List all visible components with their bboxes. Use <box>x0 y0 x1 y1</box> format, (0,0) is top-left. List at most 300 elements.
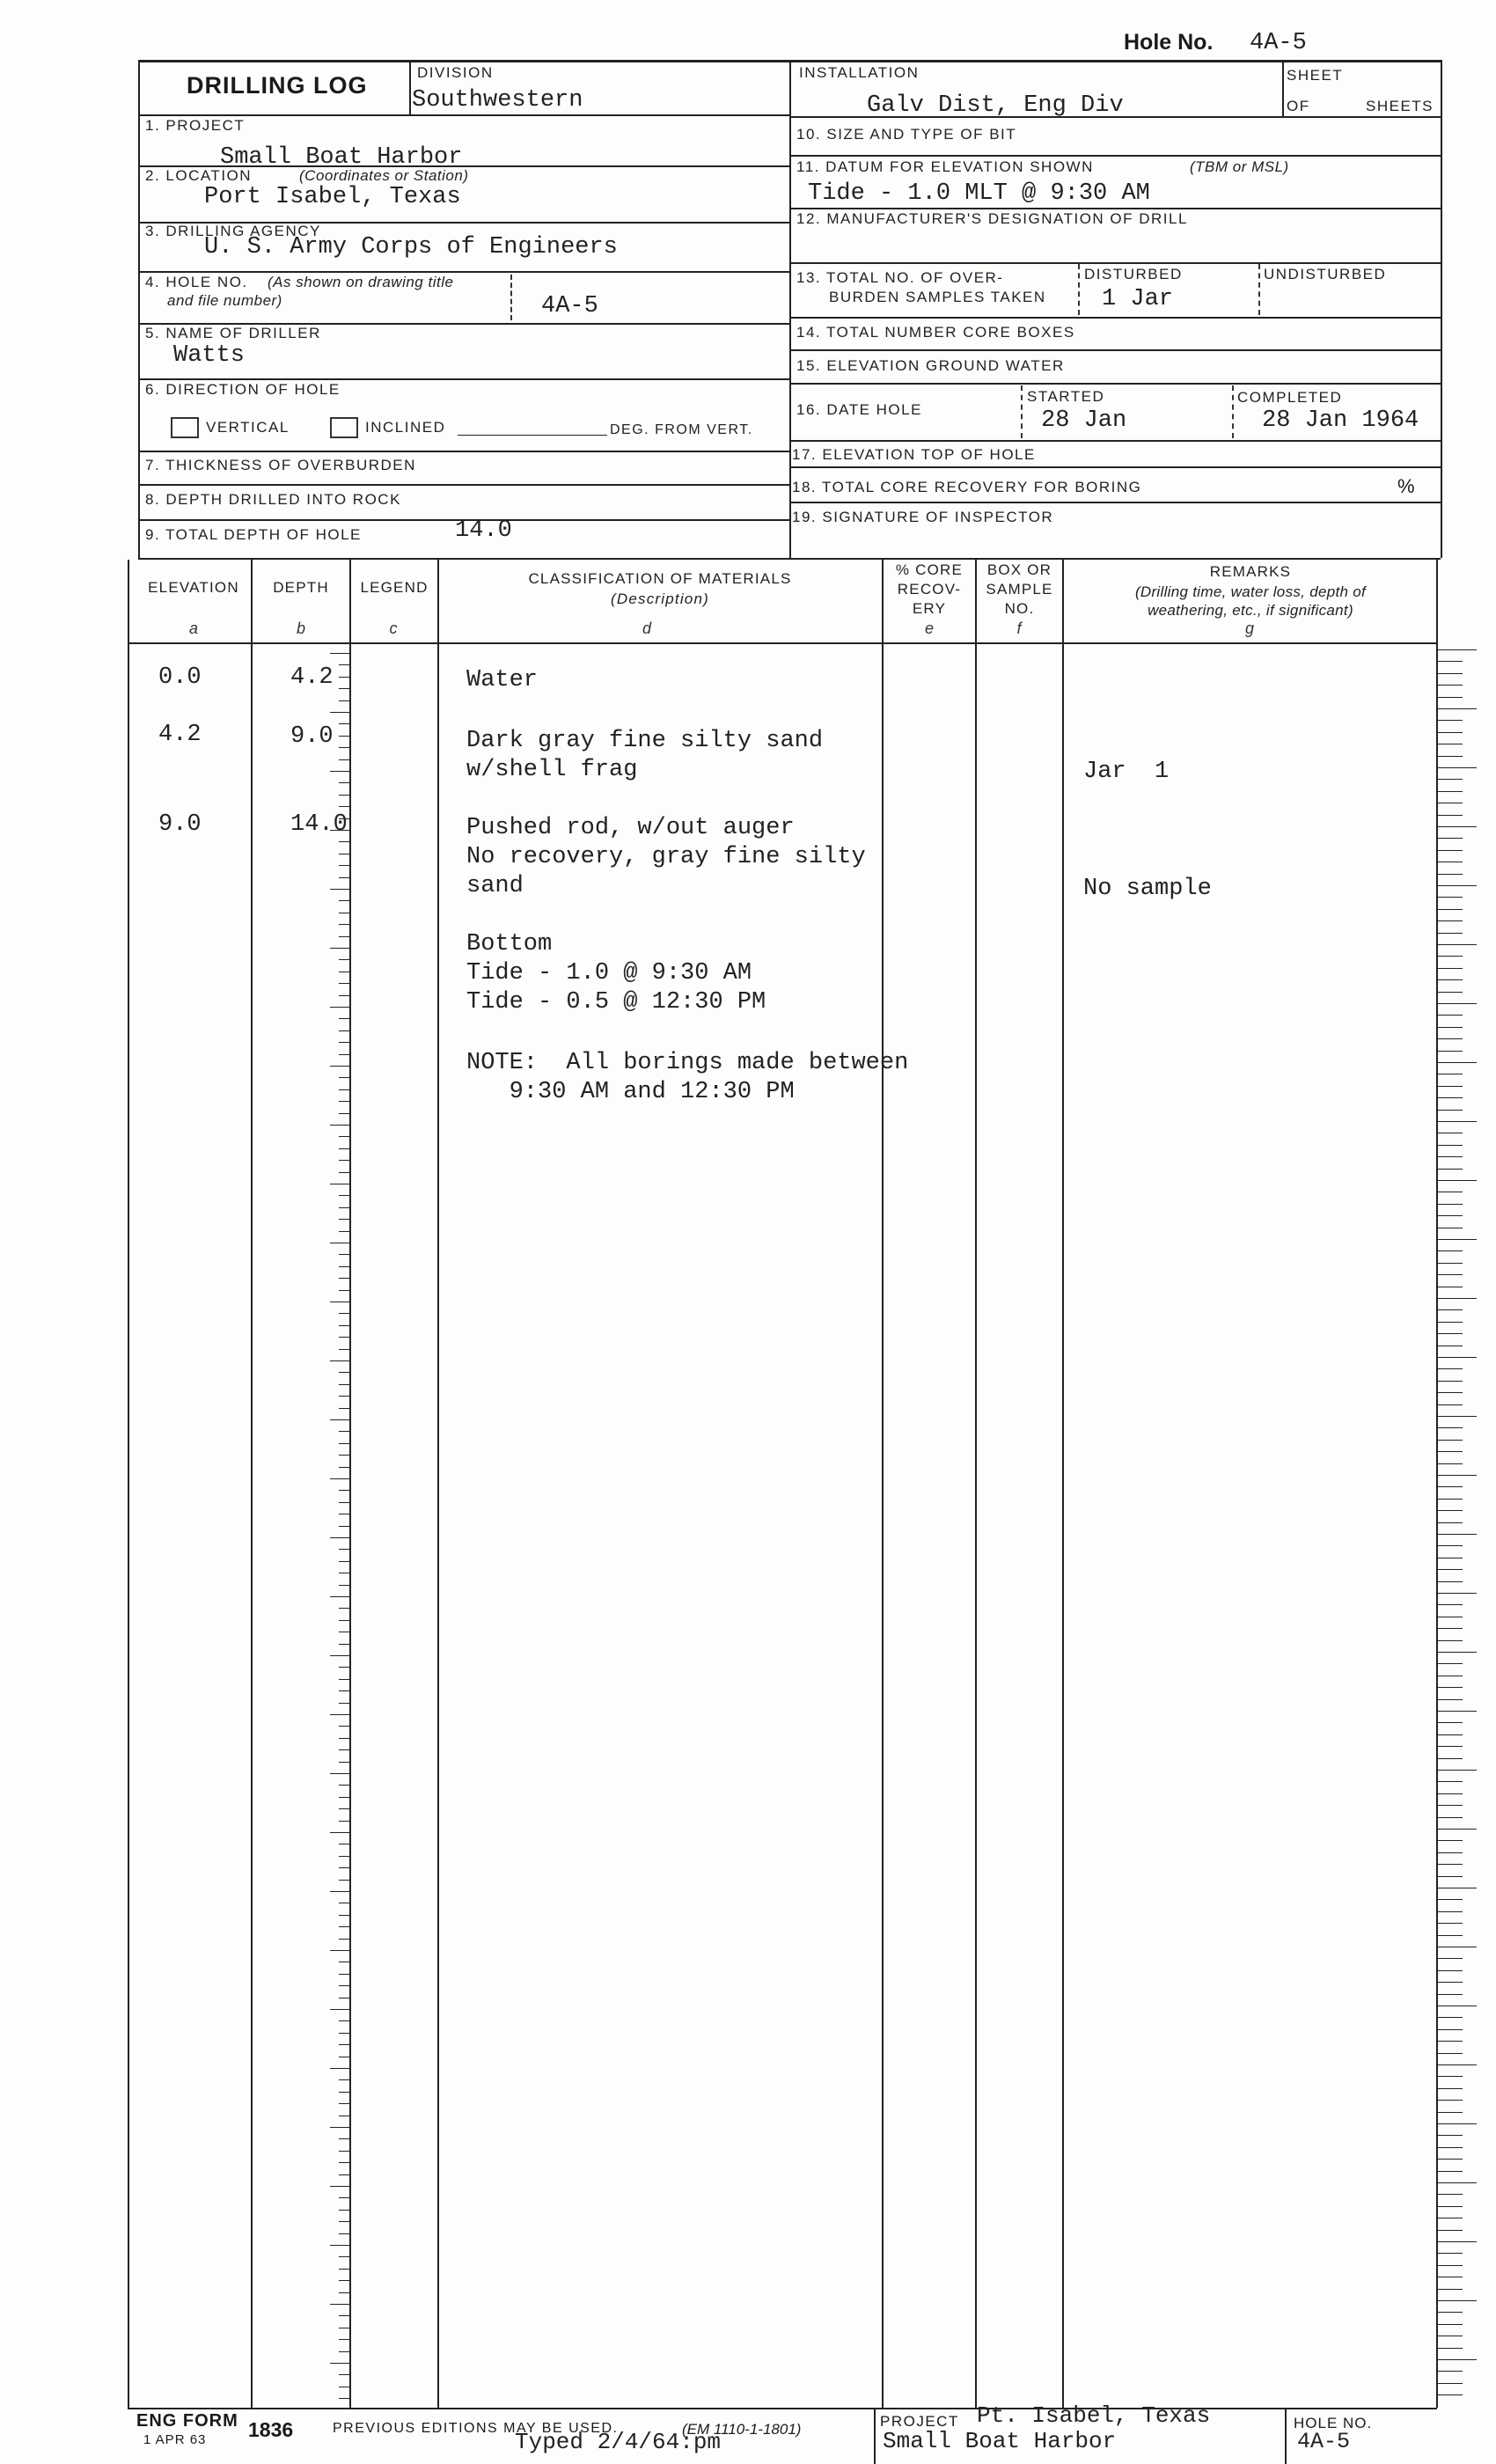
depth-tick <box>339 1160 349 1161</box>
depth-tick <box>330 1891 349 1892</box>
sub-f: f <box>1016 620 1022 637</box>
footer-hole-no-value: 4A-5 <box>1297 2429 1351 2454</box>
ground-water-label: 15. ELEVATION GROUND WATER <box>796 357 1065 374</box>
edge-tick <box>1438 1440 1463 1441</box>
depth-tick <box>339 1266 349 1267</box>
depth-tick <box>330 2245 349 2246</box>
form-number: 1836 <box>248 2418 294 2441</box>
col-line-depth <box>349 558 351 2408</box>
edge-tick <box>1438 933 1463 934</box>
edge-tick <box>1438 1711 1477 1712</box>
depth-tick <box>339 1408 349 1409</box>
depth-tick <box>330 653 349 654</box>
edge-tick <box>1438 1097 1463 1098</box>
depth-tick <box>339 1856 349 1857</box>
edge-tick <box>1438 1758 1463 1759</box>
edge-tick <box>1438 1451 1463 1452</box>
depth-tick <box>330 1655 349 1656</box>
depth-tick <box>339 1679 349 1680</box>
depth-tick <box>339 1018 349 1019</box>
edge-tick <box>1438 720 1463 721</box>
division-value: Southwestern <box>412 87 583 114</box>
agency-value: U. S. Army Corps of Engineers <box>204 234 618 260</box>
depth-tick <box>339 865 349 866</box>
edge-tick <box>1438 1699 1463 1700</box>
depth-tick <box>330 889 349 890</box>
percent-sign: % <box>1397 475 1415 497</box>
depth-tick <box>339 1101 349 1102</box>
edge-tick <box>1438 2253 1463 2254</box>
edge-tick <box>1438 1204 1463 1205</box>
edge-tick <box>1438 1499 1463 1500</box>
edge-tick <box>1438 1145 1463 1146</box>
edge-tick <box>1438 992 1463 993</box>
form-title: DRILLING LOG <box>187 72 368 99</box>
vertical-label: VERTICAL <box>206 419 290 436</box>
edge-tick <box>1438 1298 1477 1299</box>
row3-description: Pushed rod, w/out auger No recovery, gray fine silty sand <box>466 815 866 899</box>
depth-tick <box>339 1231 349 1232</box>
depth-tick <box>339 1195 349 1196</box>
manufacturer-label: 12. MANUFACTURER'S DESIGNATION OF DRILL <box>796 210 1188 227</box>
form-date: 1 APR 63 <box>143 2432 207 2447</box>
depth-tick <box>330 1596 349 1597</box>
depth-tick <box>339 1738 349 1739</box>
depth-tick <box>330 1066 349 1067</box>
edge-tick <box>1438 2194 1463 2195</box>
location-value: Port Isabel, Texas <box>204 184 461 210</box>
edge-tick <box>1438 897 1463 898</box>
edge-tick <box>1438 1793 1463 1794</box>
edge-tick <box>1438 1994 1463 1995</box>
sub-d: d <box>642 620 651 637</box>
depth-tick <box>339 1325 349 1326</box>
depth-tick <box>339 936 349 937</box>
depth-tick <box>339 1974 349 1975</box>
edge-tick <box>1438 1569 1463 1570</box>
edge-tick <box>1438 1003 1477 1004</box>
edge-tick <box>1438 2017 1463 2018</box>
col-classification-sub: (Description) <box>611 590 709 607</box>
edge-tick <box>1438 874 1463 875</box>
previous-editions: PREVIOUS EDITIONS MAY BE USED. <box>333 2421 619 2436</box>
depth-tick <box>339 1113 349 1114</box>
edge-tick <box>1438 1392 1463 1393</box>
depth-tick <box>330 1950 349 1951</box>
edge-tick <box>1438 1121 1477 1122</box>
edge-tick <box>1438 1333 1463 1334</box>
depth-tick <box>339 2151 349 2152</box>
depth-tick <box>339 2079 349 2080</box>
edge-tick <box>1438 1770 1477 1771</box>
edge-tick <box>1438 1309 1463 1310</box>
depth-tick <box>339 1703 349 1704</box>
divider-middle <box>789 60 791 558</box>
depth-tick <box>339 1148 349 1149</box>
edge-tick <box>1438 920 1463 921</box>
depth-tick <box>339 1985 349 1986</box>
edge-tick <box>1438 2371 1463 2372</box>
depth-tick <box>330 712 349 713</box>
em-ref: (EM 1110-1-1801) <box>682 2421 802 2438</box>
total-depth-label: 9. TOTAL DEPTH OF HOLE <box>145 526 362 543</box>
edge-tick <box>1438 1970 1463 1971</box>
depth-tick <box>339 2221 349 2222</box>
depth-tick <box>339 1762 349 1763</box>
edge-tick <box>1438 1038 1463 1039</box>
depth-tick <box>339 1313 349 1314</box>
bottom-note: Bottom Tide - 1.0 @ 9:30 AM Tide - 0.5 @ 12:30 PM <box>466 931 766 1016</box>
depth-tick <box>339 1443 349 1444</box>
depth-tick <box>339 1290 349 1291</box>
depth-tick <box>339 1926 349 1927</box>
edge-tick <box>1438 661 1463 662</box>
depth-tick <box>339 841 349 842</box>
col-line-description <box>882 558 884 2408</box>
row3-remarks: No sample <box>1083 876 1212 902</box>
edge-tick <box>1438 1427 1463 1428</box>
edge-tick <box>1438 1062 1477 1063</box>
edge-tick <box>1438 1522 1463 1523</box>
depth-tick <box>339 723 349 724</box>
edge-tick <box>1438 1027 1463 1028</box>
depth-tick <box>339 900 349 901</box>
depth-tick <box>339 2398 349 2399</box>
depth-tick <box>339 1384 349 1385</box>
edge-tick <box>1438 2206 1463 2207</box>
edge-tick <box>1438 850 1463 851</box>
col-core-1: % CORE <box>895 561 964 578</box>
edge-tick <box>1438 1156 1463 1157</box>
depth-tick <box>339 1608 349 1609</box>
depth-tick <box>339 1349 349 1350</box>
depth-tick <box>339 1042 349 1043</box>
edge-tick <box>1438 1475 1477 1476</box>
depth-tick <box>339 677 349 678</box>
footer-project-line1: Pt. Isabel, Texas <box>977 2402 1211 2429</box>
driller-label: 5. NAME OF DRILLER <box>145 325 321 341</box>
sub-a: a <box>188 620 198 637</box>
depth-tick <box>330 1537 349 1538</box>
depth-tick <box>339 2044 349 2045</box>
typed-note: Typed 2/4/64:pm <box>515 2429 722 2455</box>
general-note: NOTE: All borings made between 9:30 AM and 12:30 PM <box>466 1050 909 1105</box>
depth-tick <box>339 806 349 807</box>
depth-rock-label: 8. DEPTH DRILLED INTO ROCK <box>145 491 401 508</box>
edge-tick <box>1438 2383 1463 2384</box>
edge-tick <box>1438 1628 1463 1629</box>
sheets-label: SHEETS <box>1366 98 1434 114</box>
col-elevation: ELEVATION <box>148 579 239 596</box>
edge-tick <box>1438 649 1477 650</box>
depth-tick <box>339 1219 349 1220</box>
footer-project-line2: Small Boat Harbor <box>883 2428 1117 2454</box>
samples-label-1: 13. TOTAL NO. OF OVER- <box>796 269 1004 286</box>
depth-tick <box>339 1337 349 1338</box>
depth-tick <box>339 1431 349 1432</box>
depth-tick <box>339 1030 349 1031</box>
hole-no-note2: and file number) <box>167 292 282 309</box>
depth-tick <box>339 1136 349 1137</box>
edge-tick <box>1438 1486 1463 1487</box>
edge-tick <box>1438 1534 1477 1535</box>
depth-tick <box>339 1644 349 1645</box>
edge-tick <box>1438 1086 1463 1087</box>
edge-tick <box>1438 1982 1463 1983</box>
edge-tick <box>1438 1852 1463 1853</box>
depth-tick <box>339 1396 349 1397</box>
col-remarks-sub2: weathering, etc., if significant) <box>1148 602 1353 619</box>
depth-tick <box>339 1808 349 1809</box>
edge-tick <box>1438 2289 1463 2290</box>
frame-right <box>1441 60 1442 558</box>
edge-tick <box>1438 2053 1463 2054</box>
edge-tick <box>1438 2029 1463 2030</box>
col-line-core <box>975 558 977 2408</box>
started-value: 28 Jan <box>1041 407 1127 434</box>
direction-label: 6. DIRECTION OF HOLE <box>145 381 341 398</box>
top-hole-no-value: 4A-5 <box>1250 30 1307 56</box>
divider-installation-sheet <box>1282 60 1284 116</box>
depth-tick <box>330 2363 349 2364</box>
depth-tick <box>339 2256 349 2257</box>
inclined-checkbox[interactable] <box>330 417 358 438</box>
depth-tick <box>339 1561 349 1562</box>
depth-tick <box>339 1278 349 1279</box>
edge-tick <box>1438 826 1477 827</box>
depth-tick <box>339 1526 349 1527</box>
project-label: 1. PROJECT <box>145 117 246 134</box>
depth-tick <box>339 1939 349 1940</box>
depth-tick <box>339 1915 349 1916</box>
depth-tick <box>339 1549 349 1550</box>
depth-tick <box>339 1172 349 1173</box>
depth-tick <box>339 2315 349 2316</box>
depth-tick <box>339 1254 349 1255</box>
edge-tick <box>1438 1829 1477 1830</box>
edge-tick <box>1438 1416 1477 1417</box>
edge-tick <box>1438 2076 1463 2077</box>
depth-tick <box>339 2103 349 2104</box>
depth-tick <box>339 2374 349 2375</box>
depth-tick <box>330 1714 349 1715</box>
depth-tick <box>330 2009 349 2010</box>
depth-tick <box>339 2197 349 2198</box>
row2-elevation: 4.2 <box>158 722 202 748</box>
edge-tick <box>1438 1840 1463 1841</box>
edge-tick <box>1438 1250 1463 1251</box>
depth-tick <box>339 1502 349 1503</box>
depth-tick <box>339 1797 349 1798</box>
depth-tick <box>339 2162 349 2163</box>
row1-description: Water <box>466 667 539 693</box>
depth-tick <box>339 1667 349 1668</box>
depth-tick <box>339 1490 349 1491</box>
edge-tick <box>1438 1604 1463 1605</box>
depth-tick <box>339 1372 349 1373</box>
of-label: OF <box>1287 98 1310 114</box>
samples-label-2: BURDEN SAMPLES TAKEN <box>829 289 1046 305</box>
edge-tick <box>1438 956 1463 957</box>
completed-value: 28 Jan 1964 <box>1262 407 1419 434</box>
frame-left-lower <box>128 560 129 2408</box>
edge-tick <box>1438 767 1477 768</box>
col-remarks: REMARKS <box>1209 563 1292 580</box>
datum-note: (TBM or MSL) <box>1190 158 1289 175</box>
row3-depth: 14.0 <box>290 811 348 838</box>
footer-project-label: PROJECT <box>880 2413 959 2430</box>
location-label: 2. LOCATION <box>145 167 253 184</box>
depth-tick <box>339 2020 349 2021</box>
edge-tick <box>1438 2112 1463 2113</box>
edge-tick <box>1438 2312 1463 2313</box>
depth-tick <box>330 1773 349 1774</box>
depth-tick <box>339 1880 349 1881</box>
disturbed-label: DISTURBED <box>1084 266 1183 282</box>
col-core-3: ERY <box>912 600 947 617</box>
edge-tick <box>1438 2123 1477 2124</box>
edge-tick <box>1438 1640 1463 1641</box>
col-line-box <box>1062 558 1064 2408</box>
col-box-1: BOX OR <box>986 561 1052 578</box>
edge-tick <box>1438 673 1463 674</box>
edge-tick <box>1438 968 1463 969</box>
edge-tick <box>1438 1593 1477 1594</box>
edge-tick <box>1438 791 1463 792</box>
edge-tick <box>1438 2348 1463 2349</box>
edge-tick <box>1438 2359 1477 2360</box>
depth-tick <box>330 1007 349 1008</box>
edge-tick <box>1438 708 1477 709</box>
edge-tick <box>1438 1876 1463 1877</box>
edge-tick <box>1438 1239 1477 1240</box>
row2-depth: 9.0 <box>290 723 334 750</box>
depth-tick <box>339 1821 349 1822</box>
edge-tick <box>1438 1935 1463 1936</box>
row2-remarks: Jar 1 <box>1083 759 1170 785</box>
edge-tick <box>1438 2171 1463 2172</box>
inclined-label: INCLINED <box>365 419 446 436</box>
edge-tick <box>1438 1368 1463 1369</box>
edge-tick <box>1438 1911 1463 1912</box>
depth-tick <box>339 2351 349 2352</box>
sub-b: b <box>296 620 305 637</box>
depth-tick <box>339 700 349 701</box>
depth-tick <box>330 2068 349 2069</box>
depth-tick <box>330 1360 349 1361</box>
depth-tick <box>330 771 349 772</box>
edge-tick <box>1438 885 1477 886</box>
form-label: ENG FORM <box>136 2411 238 2431</box>
edge-tick <box>1438 1817 1463 1818</box>
row1-elevation: 0.0 <box>158 664 202 691</box>
edge-tick <box>1438 1545 1463 1546</box>
col-box-3: NO. <box>1004 600 1035 617</box>
depth-tick <box>339 1726 349 1727</box>
project-value: Small Boat Harbor <box>220 144 463 171</box>
depth-tick <box>339 2269 349 2270</box>
edge-tick <box>1438 732 1463 733</box>
edge-tick <box>1438 1864 1463 1865</box>
col-line-legend <box>437 558 439 2408</box>
depth-tick <box>339 1785 349 1786</box>
edge-tick <box>1438 1958 1463 1959</box>
depth-tick <box>339 1690 349 1691</box>
col-remarks-sub1: (Drilling time, water loss, depth of <box>1134 583 1367 600</box>
division-label: DIVISION <box>417 64 494 81</box>
edge-tick <box>1438 2041 1463 2042</box>
edge-tick <box>1438 2300 1477 2301</box>
deg-label: DEG. FROM VERT. <box>610 422 753 437</box>
edge-tick <box>1438 1923 1463 1924</box>
edge-tick <box>1438 1180 1477 1181</box>
depth-tick <box>339 736 349 737</box>
completed-label: COMPLETED <box>1237 389 1343 406</box>
edge-tick <box>1438 1687 1463 1688</box>
installation-value: Galv Dist, Eng Div <box>867 92 1124 119</box>
datum-value: Tide - 1.0 MLT @ 9:30 AM <box>808 180 1150 207</box>
edge-tick <box>1438 1781 1463 1782</box>
edge-tick <box>1438 1263 1463 1264</box>
edge-tick <box>1438 1015 1463 1016</box>
depth-tick <box>339 2092 349 2093</box>
hole-no-label: 4. HOLE NO. <box>145 274 248 290</box>
depth-tick <box>339 1620 349 1621</box>
depth-tick <box>339 1077 349 1078</box>
elev-top-label: 17. ELEVATION TOP OF HOLE <box>792 446 1036 463</box>
depth-tick <box>339 664 349 665</box>
hole-no-note1: (As shown on drawing title <box>268 274 454 290</box>
depth-tick <box>330 1125 349 1126</box>
depth-tick <box>339 759 349 760</box>
signature-label: 19. SIGNATURE OF INSPECTOR <box>792 509 1054 525</box>
disturbed-value: 1 Jar <box>1102 286 1174 312</box>
edge-tick <box>1438 2324 1463 2325</box>
depth-tick <box>330 1419 349 1420</box>
col-line-elevation <box>251 558 253 2408</box>
edge-tick <box>1438 2100 1463 2101</box>
total-depth-value: 14.0 <box>455 517 512 544</box>
edge-tick <box>1438 2265 1463 2266</box>
depth-tick <box>339 782 349 783</box>
depth-tick <box>339 1455 349 1456</box>
depth-tick <box>339 2292 349 2293</box>
depth-tick <box>339 2233 349 2234</box>
depth-tick <box>330 1478 349 1479</box>
edge-tick <box>1438 838 1463 839</box>
col-box-2: SAMPLE <box>986 581 1053 598</box>
depth-tick <box>330 2127 349 2128</box>
edge-tick <box>1438 1404 1463 1405</box>
bit-label: 10. SIZE AND TYPE OF BIT <box>796 126 1017 143</box>
location-note: (Coordinates or Station) <box>299 167 469 184</box>
edge-tick <box>1438 697 1463 698</box>
edge-tick <box>1438 1169 1463 1170</box>
depth-tick <box>339 795 349 796</box>
edge-tick <box>1438 1899 1463 1900</box>
edge-tick <box>1438 1051 1463 1052</box>
col-core-2: RECOV- <box>897 581 962 598</box>
vertical-checkbox[interactable] <box>171 417 199 438</box>
sub-e: e <box>924 620 934 637</box>
frame-bottom <box>128 2408 1437 2409</box>
col-legend: LEGEND <box>360 579 429 596</box>
sub-c: c <box>389 620 398 637</box>
col-depth: DEPTH <box>273 579 329 596</box>
col-classification: CLASSIFICATION OF MATERIALS <box>528 570 792 587</box>
frame-right-lower <box>1436 560 1438 2408</box>
edge-tick <box>1438 2230 1463 2231</box>
